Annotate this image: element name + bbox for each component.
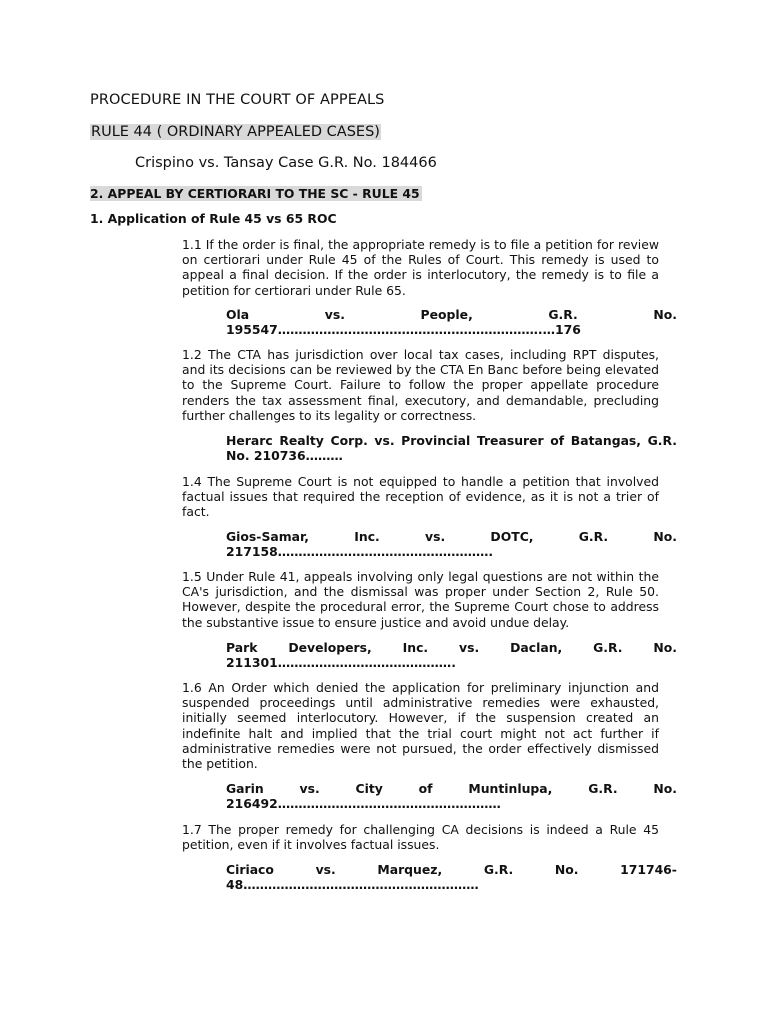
citation-word: vs. <box>459 640 480 655</box>
citation-word: G.R. <box>483 862 514 877</box>
citation-word: Muntinlupa, <box>468 781 553 796</box>
citation-line-2: 217158……………………………………………. <box>226 544 494 560</box>
citation-word: G.R. <box>588 781 618 796</box>
citation-line-2: 211301……………………………………. <box>226 655 456 671</box>
citation-word: vs. <box>299 781 320 796</box>
citation-word: vs. <box>315 862 336 877</box>
item-1-2-citation: Herarc Realty Corp. vs. Provincial Treasurer of Batangas, G.R. No. 210736……… <box>226 433 677 464</box>
citation-word: Garin <box>226 781 264 796</box>
section-heading: 2. APPEAL BY CERTIORARI TO THE SC - RULE 45 <box>90 186 420 201</box>
citation-word: Marquez, <box>377 862 443 877</box>
citation-word: No. <box>653 781 677 796</box>
citation-word: Gios-Samar, <box>226 529 310 544</box>
citation-word: G.R. <box>593 640 623 655</box>
item-1-7-citation <box>226 862 677 892</box>
citation-word: No. <box>554 862 579 877</box>
subheading: 1. Application of Rule 45 vs 65 ROC <box>90 211 337 226</box>
citation-word: G.R. <box>548 307 578 322</box>
citation-line-1 <box>226 529 677 544</box>
case-line: Crispino vs. Tansay Case G.R. No. 184466 <box>135 155 437 171</box>
citation-word: Ola <box>226 307 250 322</box>
citation-word: 171746- <box>620 862 677 877</box>
citation-word: vs. <box>425 529 446 544</box>
item-1-2-text: 1.2 The CTA has jurisdiction over local tax cases, including RPT disputes, and its decisions can be reviewed by the CTA En Banc before being elevated to the Supreme Court. Failure to follow the proper appellate procedure renders the tax assessment final, executory, and demandable, precluding further challenges to its legality or correctness. <box>182 347 659 423</box>
citation-word: Daclan, <box>510 640 563 655</box>
citation-word: DOTC, <box>490 529 534 544</box>
citation-word: Inc. <box>354 529 380 544</box>
rule-heading: RULE 44 ( ORDINARY APPEALED CASES) <box>91 124 380 140</box>
item-1-7-text: 1.7 The proper remedy for challenging CA decisions is indeed a Rule 45 petition, even if it involves factual issues. <box>182 822 659 853</box>
item-1-6-text: 1.6 An Order which denied the application for preliminary injunction and suspended proceedings until administrative remedies were exhausted, initially seemed interlocutory. However, if the suspension created an indefinite halt and implied that the trial court might not act further if administrative remedies were not pursued, the order effectively dismissed the petition. <box>182 680 659 772</box>
citation-word: G.R. <box>578 529 609 544</box>
citation-line-1 <box>226 640 677 655</box>
citation-word: City <box>355 781 383 796</box>
citation-line-2: 195547……………………………………………………….…176 <box>226 322 581 338</box>
citation-line-1 <box>226 862 677 877</box>
item-1-4-text: 1.4 The Supreme Court is not equipped to handle a petition that involved factual issues that required the reception of evidence, as it is not a trier of fact. <box>182 474 659 520</box>
item-1-1-text: 1.1 If the order is final, the appropriate remedy is to file a petition for review on certiorari under Rule 45 of the Rules of Court. This remedy is used to appeal a final decision. If the order is interlocutory, the remedy is to file a petition for certiorari under Rule 65. <box>182 237 659 298</box>
citation-word: vs. <box>324 307 345 322</box>
document-title: PROCEDURE IN THE COURT OF APPEALS <box>90 92 385 108</box>
citation-line-2: 48………………………………………………… <box>226 877 479 893</box>
citation-word: of <box>418 781 433 796</box>
citation-line-1 <box>226 307 677 322</box>
item-1-4-citation <box>226 529 677 559</box>
item-1-1-citation <box>226 307 677 337</box>
item-1-5-text: 1.5 Under Rule 41, appeals involving only legal questions are not within the CA's jurisdiction, and the dismissal was proper under Section 2, Rule 50. However, despite the procedural error, the Supreme Court chose to address the substantive issue to ensure justice and avoid undue delay. <box>182 569 659 630</box>
citation-word: No. <box>653 529 677 544</box>
citation-word: Inc. <box>402 640 429 655</box>
item-1-5-citation <box>226 640 677 670</box>
citation-word: Ciriaco <box>226 862 274 877</box>
item-1-6-citation <box>226 781 677 811</box>
citation-word: People, <box>420 307 473 322</box>
citation-word: Developers, <box>288 640 372 655</box>
citation-line-2: 216492……………………………………………… <box>226 796 501 812</box>
citation-word: No. <box>653 640 677 655</box>
citation-line-1 <box>226 781 677 796</box>
citation-word: Park <box>226 640 258 655</box>
citation-word: No. <box>653 307 677 322</box>
